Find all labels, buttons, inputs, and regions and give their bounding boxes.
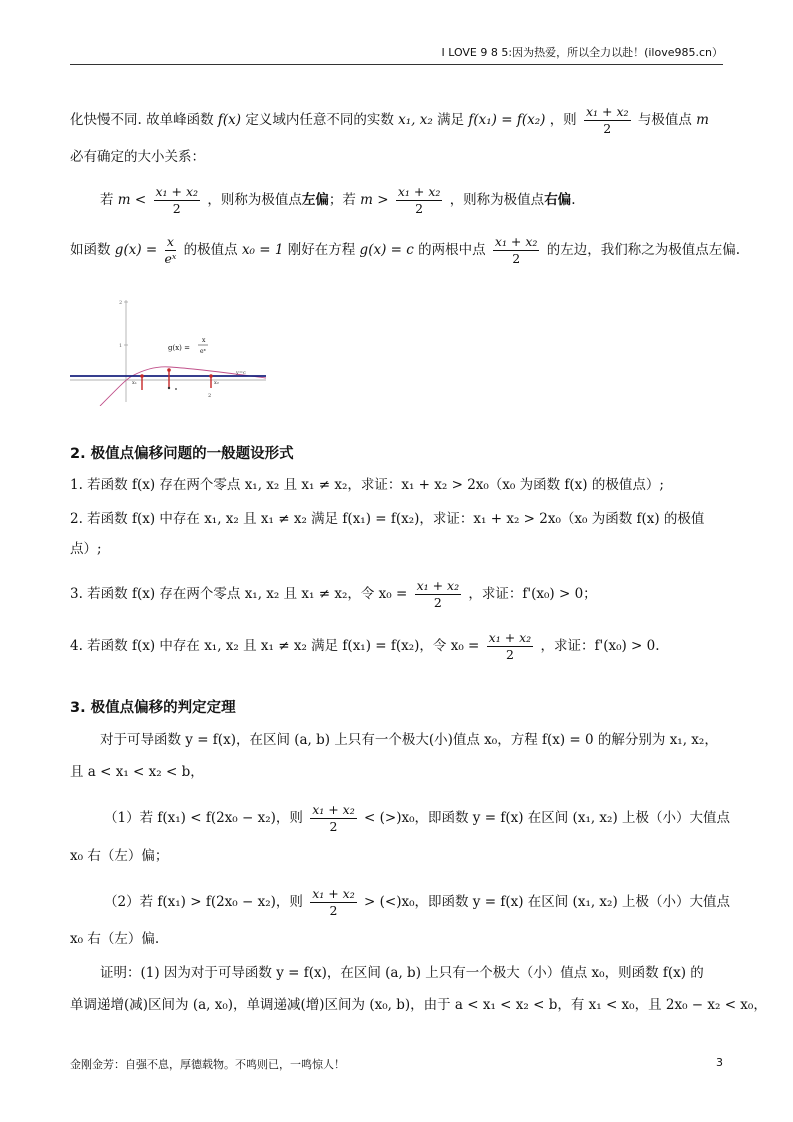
intro-line-2: 必有确定的大小关系： xyxy=(70,149,205,165)
fraction: $\frac{\text{x₁ + x₂}}{2}$ xyxy=(494,234,538,266)
sec2-item-1: 1. 若函数 f(x) 存在两个零点 x₁, x₂ 且 x₁ ≠ x₂，求证：x₁ + x₂ > 2x₀（x₀ 为函数 f(x) 的极值点）; xyxy=(70,477,664,493)
sec3-para-1: 对于可导函数 y = f(x)，在区间 (a, b) 上只有一个极大(小)值点 x₀，方程 f(x) = 0 的解分别为 x₁, x₂， xyxy=(100,732,718,748)
fraction: $\frac{\text{x₁ + x₂}}{2}$ xyxy=(585,104,629,136)
fraction: $\frac{\text{x₁ + x₂}}{2}$ xyxy=(312,886,355,918)
math: x₀ = 1 xyxy=(241,242,284,258)
sec3-case-1 xyxy=(104,802,731,835)
sec3-case-2-cont: x₀ 右（左）偏. xyxy=(70,931,160,947)
text: ，求证：f'(x₀) > 0； xyxy=(468,586,597,602)
intro-line-3 xyxy=(100,184,727,217)
sec3-para-2: 且 a < x₁ < x₂ < b， xyxy=(70,764,204,780)
text: 4. 若函数 f(x) 中存在 x₁, x₂ 且 x₁ ≠ x₂ 满足 f(x₁) = f(x₂)，令 x₀ = xyxy=(70,638,480,654)
text: > (<)x₀，即函数 y = f(x) 在区间 (x₁, x₂) 上极（小）大值点 xyxy=(364,894,731,910)
page-header: I LOVE 9 8 5:因为热爱，所以全力以赴！(ilove985.cn） xyxy=(70,44,723,65)
text: 的极值点 xyxy=(183,242,238,258)
text: < (>)x₀，即函数 y = f(x) 在区间 (x₁, x₂) 上极（小）大值点 xyxy=(364,810,731,826)
math: f(x₁) = f(x₂) xyxy=(468,112,546,128)
fraction: $\frac{\text{x₁ + x₂}}{2}$ xyxy=(312,802,355,834)
x2-label: x₂ xyxy=(214,380,219,386)
footer-motto: 金刚金芳：自强不息，厚德载物。不鸣则已，一鸣惊人！ xyxy=(70,1058,345,1071)
proof-line-2: 单调递增(减)区间为 (a, x₀)，单调递减(增)区间为 (x₀, b)，由于 a < x₁ < x₂ < b，有 x₁ < x₀，且 2x₀ − x₂ < x₀， xyxy=(70,997,767,1013)
x1-label: x₁ xyxy=(132,380,137,386)
sec2-item-4 xyxy=(70,630,727,663)
fraction: $\frac{\text{x₁ + x₂}}{2}$ xyxy=(397,184,441,216)
text: ，求证：f'(x₀) > 0. xyxy=(540,638,660,654)
text: 刚好在方程 xyxy=(287,242,356,258)
text: （1）若 f(x₁) < f(2x₀ − x₂)，则 xyxy=(104,810,303,826)
fraction: $\frac{\text{x₁ + x₂}}{2}$ xyxy=(416,578,460,610)
bold-term: 右偏 xyxy=(544,192,572,208)
curve-label-num: x xyxy=(202,337,206,344)
page-number: 3 xyxy=(716,1056,723,1069)
text: . xyxy=(571,192,576,208)
curve-label: g(x) = xyxy=(168,344,190,352)
math: m xyxy=(696,112,709,128)
fraction: $\frac{\text{x₁ + x₂}}{2}$ xyxy=(155,184,199,216)
text: ，则称为极值点 xyxy=(207,192,302,208)
tick-label: 2 xyxy=(208,393,212,399)
text: 的左边，我们称之为极值点左偏. xyxy=(546,242,741,258)
sec3-case-2 xyxy=(104,886,731,919)
proof-line-1: 证明：(1) 因为对于可导函数 y = f(x)，在区间 (a, b) 上只有一个极大（小）值点 x₀，则函数 f(x) 的 xyxy=(100,965,704,981)
fraction: $\frac{\text{x₁ + x₂}}{2}$ xyxy=(488,630,532,662)
curve-label-den: eˣ xyxy=(200,348,207,355)
sec2-item-2: 2. 若函数 f(x) 中存在 x₁, x₂ 且 x₁ ≠ x₂ 满足 f(x₁) = f(x₂)，求证：x₁ + x₂ > 2x₀（x₀ 为函数 f(x) 的极值 xyxy=(70,511,705,527)
text: 定义域内任意不同的实数 xyxy=(245,112,394,128)
bold-term: 左偏 xyxy=(301,192,329,208)
math: f(x) xyxy=(217,112,242,128)
text: ，则称为极值点 xyxy=(449,192,545,208)
tick-label: 1 xyxy=(119,343,123,349)
function-graph xyxy=(70,296,270,406)
intro-line-1 xyxy=(70,104,727,137)
text: 的两根中点 xyxy=(418,242,486,258)
section-3-title: 3. 极值点偏移的判定定理 xyxy=(70,700,236,716)
sec3-case-1-cont: x₀ 右（左）偏； xyxy=(70,848,169,864)
text: ；若 xyxy=(328,192,356,208)
sec2-item-2-cont: 点）; xyxy=(70,541,102,557)
page-footer xyxy=(70,1056,723,1072)
math: g(x) = xyxy=(114,242,158,258)
section-2-title: 2. 极值点偏移问题的一般题设形式 xyxy=(70,446,294,462)
line-label: y=c xyxy=(236,370,246,376)
text: 若 xyxy=(100,192,114,208)
fraction: $\frac{x}{\text{eˣ}}$ xyxy=(164,234,177,266)
tick-label: 2 xyxy=(119,300,123,306)
intro-line-4 xyxy=(70,234,741,267)
math: m < xyxy=(117,192,147,208)
math: x₁, x₂ xyxy=(398,112,433,128)
text: 化快慢不同. 故单峰函数 xyxy=(70,112,214,128)
text: ，则 xyxy=(549,112,577,128)
math: g(x) = c xyxy=(359,242,414,258)
sec2-item-3 xyxy=(70,578,727,611)
text: 3. 若函数 f(x) 存在两个零点 x₁, x₂ 且 x₁ ≠ x₂，令 x₀ = xyxy=(70,586,408,602)
math: m > xyxy=(360,192,389,208)
text: 如函数 xyxy=(70,242,111,258)
text: 满足 xyxy=(437,112,465,128)
text: （2）若 f(x₁) > f(2x₀ − x₂)，则 xyxy=(104,894,303,910)
text: 与极值点 xyxy=(637,112,692,128)
